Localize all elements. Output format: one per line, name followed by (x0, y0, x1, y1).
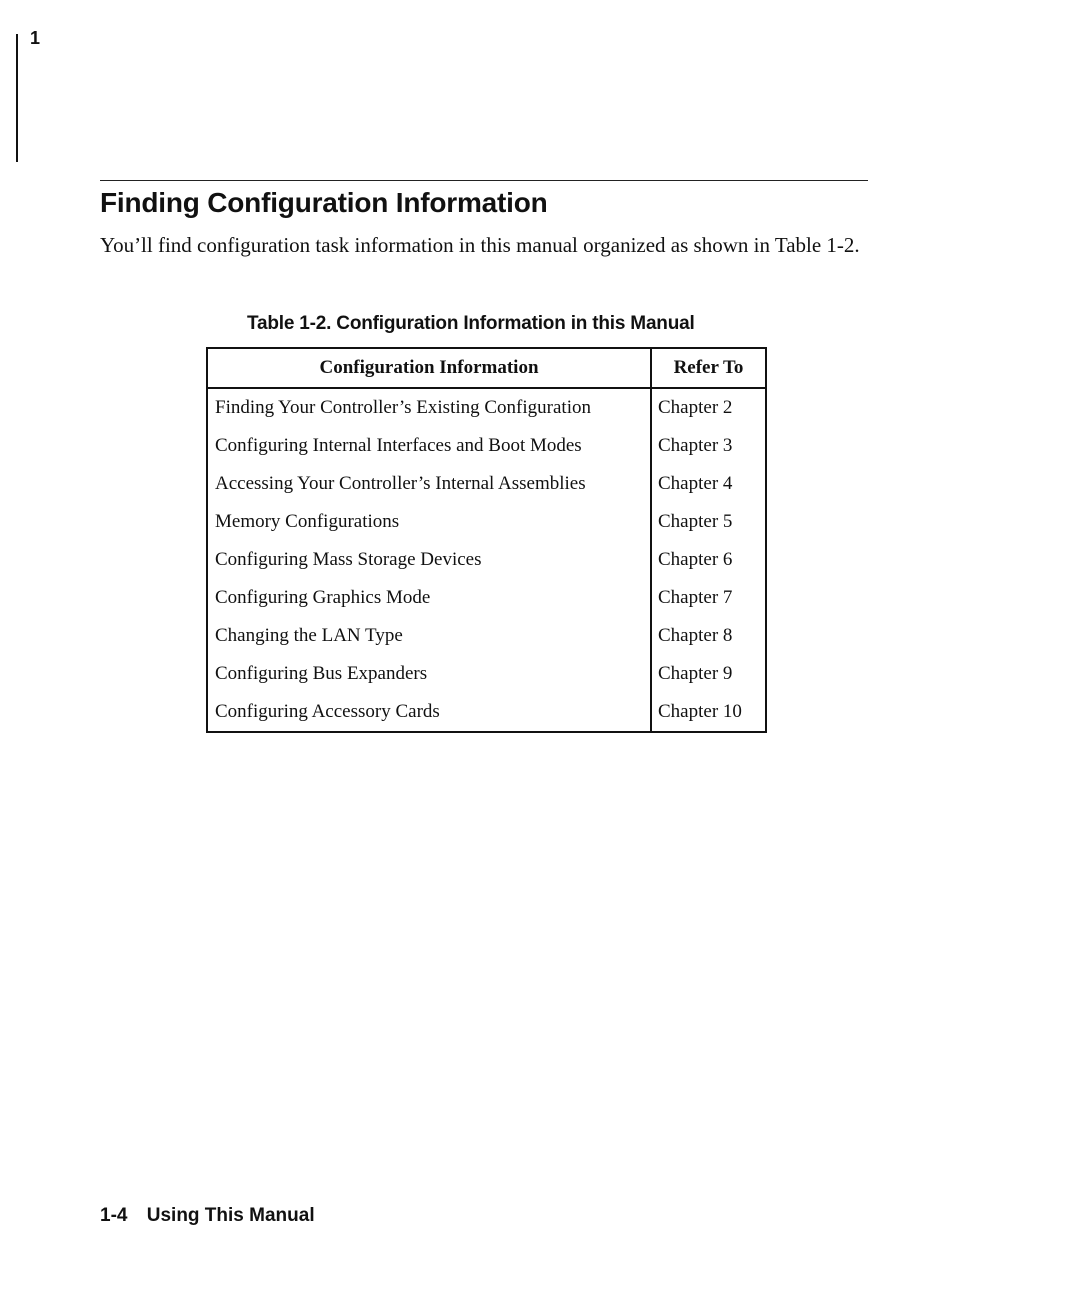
chapter-tab-bar (16, 34, 18, 162)
chapter-reference: Chapter 8 (651, 617, 766, 655)
column-header-configuration-information: Configuration Information (207, 348, 651, 388)
intro-paragraph: You’ll find configuration task information in this manual organized as shown in Table 1-2. (100, 233, 860, 257)
chapter-reference: Chapter 10 (651, 693, 766, 732)
chapter-reference: Chapter 2 (651, 388, 766, 427)
chapter-reference: Chapter 9 (651, 655, 766, 693)
footer-section-name: Using This Manual (146, 1205, 315, 1226)
chapter-reference: Chapter 5 (651, 503, 766, 541)
section-title: Finding Configuration Information (100, 187, 548, 218)
configuration-topic: Configuring Accessory Cards (215, 701, 440, 722)
table-row (207, 617, 766, 655)
configuration-table (206, 347, 767, 733)
table-row (207, 503, 766, 541)
header-rule (100, 180, 868, 181)
page-footer (100, 1204, 315, 1228)
configuration-topic: Configuring Bus Expanders (215, 663, 428, 684)
configuration-topic: Changing the LAN Type (215, 625, 403, 646)
table-row (207, 465, 766, 503)
configuration-topic: Configuring Mass Storage Devices (215, 549, 482, 570)
chapter-reference: Chapter 4 (651, 465, 766, 503)
table-row (207, 427, 766, 465)
configuration-topic: Accessing Your Controller’s Internal Assemblies (215, 473, 586, 494)
chapter-number: 1 (30, 28, 41, 48)
footer-page-number: 1-4 (100, 1205, 128, 1226)
chapter-reference: Chapter 6 (651, 541, 766, 579)
configuration-topic: Configuring Internal Interfaces and Boot Modes (215, 435, 582, 456)
table-row (207, 693, 766, 732)
table-row (207, 655, 766, 693)
table-row (207, 579, 766, 617)
configuration-topic: Memory Configurations (215, 511, 400, 532)
table-row (207, 541, 766, 579)
chapter-reference: Chapter 3 (651, 427, 766, 465)
configuration-topic: Finding Your Controller’s Existing Configuration (215, 397, 591, 418)
table-caption: Table 1-2. Configuration Information in this Manual (247, 313, 695, 334)
configuration-topic: Configuring Graphics Mode (215, 587, 431, 608)
chapter-reference: Chapter 7 (651, 579, 766, 617)
table-row (207, 388, 766, 427)
table-header-row (207, 348, 766, 388)
column-header-refer-to: Refer To (651, 348, 766, 388)
